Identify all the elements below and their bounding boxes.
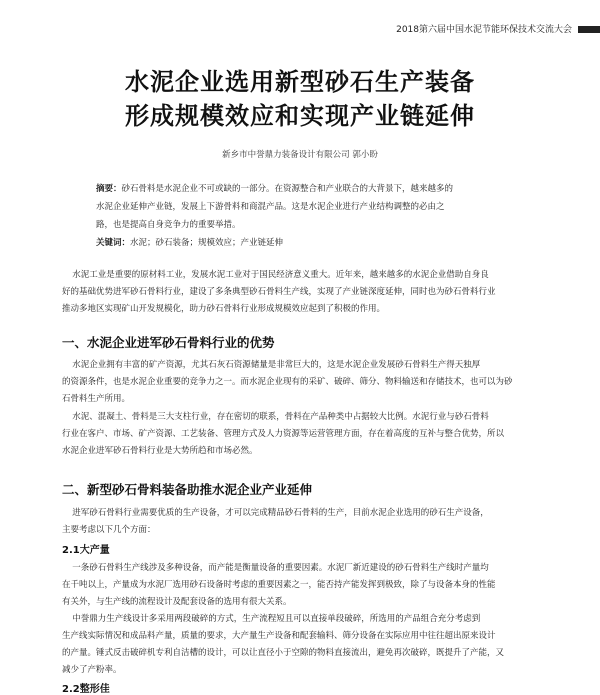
- body-line: 进军砂石骨料行业需要优质的生产设备，才可以完成精品砂石骨料的生产，目前水泥企业选用的砂石生产设备，: [72, 508, 489, 518]
- body-line: 有关外，与生产线的流程设计及配套设备的选用有很大关系。: [62, 597, 292, 607]
- conference-title: 2018第六届中国水泥节能环保技术交流大会: [396, 25, 572, 35]
- section-1-paragraph-1: [62, 357, 552, 408]
- section-2-intro: [62, 505, 552, 539]
- abstract-block: [96, 180, 504, 252]
- subsection-2-1-paragraph-2: [62, 611, 552, 679]
- body-line: 好的基础优势进军砂石骨料行业，建设了多条典型砂石骨料生产线，实现了产业链深度延伸，同时也为砂石骨料行业: [62, 287, 496, 297]
- abstract-text: 砂石骨料是水泥企业不可或缺的一部分。在资源整合和产业联合的大背景下，越来越多的: [121, 184, 454, 194]
- keywords-text: 水泥；砂石装备；规模效应；产业链延伸: [130, 238, 284, 248]
- paper-title-line-2: 形成规模效应和实现产业链延伸: [125, 102, 475, 130]
- section-1-heading: 一、水泥企业进军砂石骨料行业的优势: [62, 335, 275, 350]
- body-line: 一条砂石骨料生产线涉及多种设备，而产能是衡量设备的重要因素。水泥厂新近建设的砂石骨料生产线时产量均: [72, 563, 489, 573]
- abstract-label: 摘要：: [96, 184, 122, 194]
- section-2-heading: 二、新型砂石骨料装备助推水泥企业产业延伸: [62, 482, 313, 497]
- body-line: 主要考虑以下几个方面：: [62, 525, 156, 535]
- body-line: 的产量。锤式反击破碎机专利自洁槽的设计，可以让直径小于空隙的物料直接流出，避免再次破碎，既提升了产能，又: [62, 648, 505, 658]
- body-line: 水泥企业拥有丰富的矿产资源，尤其石灰石资源储量是非常巨大的，这是水泥企业发展砂石骨料生产得天独厚: [72, 360, 481, 370]
- header-bar-mark: [578, 26, 600, 33]
- running-header: [340, 22, 600, 35]
- subsection-2-2-heading: 2.2整形佳: [62, 684, 110, 695]
- subsection-2-1-heading: 2.1大产量: [62, 545, 110, 556]
- subsection-2-1-paragraph-1: [62, 560, 552, 611]
- intro-paragraph: [62, 267, 552, 318]
- abstract-line: 路，也是提高自身竞争力的重要举措。: [96, 220, 241, 230]
- author-affiliation: 新乡市中誉鼎力装备设计有限公司 郭小盼: [222, 150, 378, 160]
- body-line: 水泥工业是重要的原材料工业，发展水泥工业对于国民经济意义重大。近年来，越来越多的水泥企业借助自身良: [72, 270, 489, 280]
- section-1-paragraph-2: [62, 409, 552, 460]
- body-line: 水泥、混凝土、骨料是三大支柱行业，存在密切的联系，骨料在产品种类中占据较大比例。水泥行业与砂石骨料: [72, 412, 489, 422]
- abstract-line: 水泥企业延伸产业链，发展上下游骨料和商混产品。这是水泥企业进行产业结构调整的必由之: [96, 202, 445, 212]
- body-line: 生产线实际情况和成品料产量，质量的要求，大产量生产设备和配套输料、筛分设备在实际应用中往往超出原来设计: [62, 631, 496, 641]
- keywords-label: 关键词：: [96, 238, 131, 248]
- body-line: 减少了产粉率。: [62, 665, 122, 675]
- body-line: 在千吨以上，产量成为水泥厂选用砂石设备时考虑的重要因素之一，能否持产能发挥到极致，除了与设备本身的性能: [62, 580, 496, 590]
- abstract-line: [96, 180, 504, 198]
- body-line: 石骨料生产所用。: [62, 394, 131, 404]
- body-line: 的资源条件，也是水泥企业重要的竞争力之一。而水泥企业现有的采矿、破碎、筛分、物料输送和存储技术，也可以为砂: [62, 377, 513, 387]
- body-line: 行业在客户、市场、矿产资源、工艺装备、管理方式及人力资源等运营管理方面，存在着高度的互补与整合优势，所以: [62, 429, 505, 439]
- body-line: 水泥企业进军砂石骨料行业是大势所趋和市场必然。: [62, 446, 258, 456]
- paper-title-line-1: 水泥企业选用新型砂石生产装备: [125, 68, 475, 96]
- body-line: 推动多地区实现矿山开发规模化，助力砂石骨料行业形成规模效应起到了积极的作用。: [62, 304, 386, 314]
- body-line: 中誉鼎力生产线设计多采用两段破碎的方式，生产流程短且可以直接单段破碎，所选用的产品组合充分考虑到: [72, 614, 481, 624]
- keywords-line: [96, 234, 504, 252]
